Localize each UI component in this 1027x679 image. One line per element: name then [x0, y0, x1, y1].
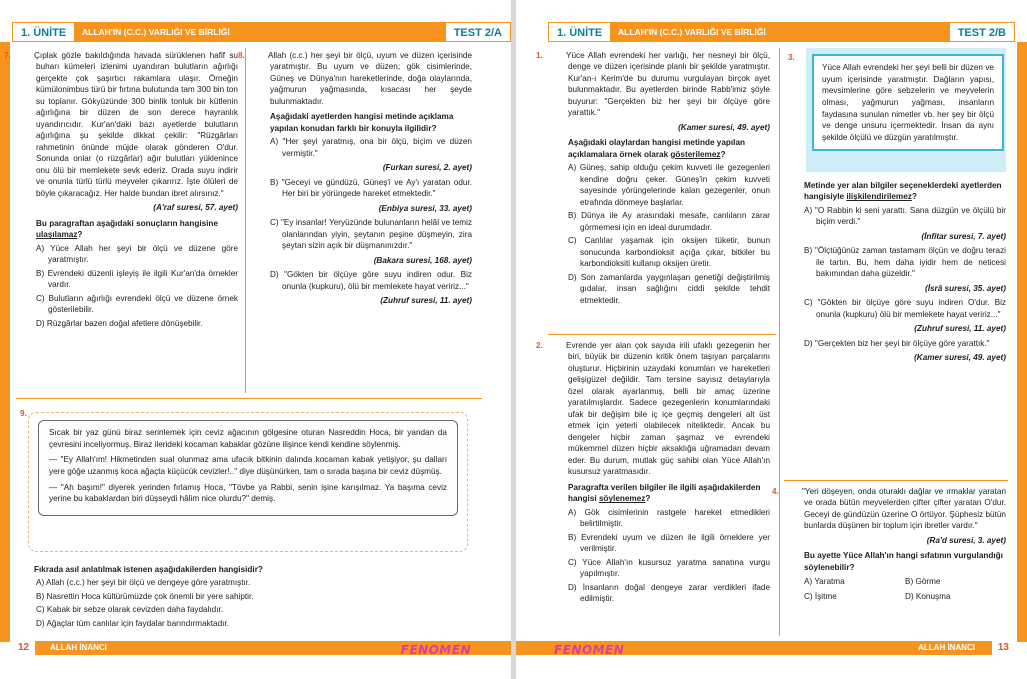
section-divider: [548, 334, 776, 335]
question-3: [788, 176, 1006, 367]
source-citation: (Ra'd suresi, 3. ayet): [926, 535, 1006, 545]
question-4: [772, 486, 1006, 602]
source-citation: (Kamer suresi, 49. ayet): [678, 122, 770, 132]
question-stem: Bu paragraftan aşağıdaki sonuçların hangisine ulaşılamaz?: [36, 218, 218, 240]
option-c[interactable]: C) Kabak bir sebze olarak cevizden daha faydalıdır.: [36, 605, 224, 615]
brand-logo: FENOMEN: [400, 643, 471, 657]
story-paragraph: — "Ah başım!" diyerek yerinden fırlamış Hoca, "Tövbe ya Rabbi, senin işine karışılmaz. Ya başıma ceviz yerine bu kabaklardan biri düşseydi hâlim nice olurdu?" demiş.: [49, 482, 447, 504]
source-citation: (A'raf suresi, 57. ayet): [153, 203, 238, 213]
option-d[interactable]: D) "Gerçekten biz her şeyi bir ölçüye göre yarattık.": [804, 338, 990, 348]
option-a[interactable]: A) Gök cisimlerinin rastgele hareket etmedikleri belirtilmiştir.: [568, 507, 770, 529]
question-8: [238, 50, 472, 310]
option-d[interactable]: D) Rüzgârlar bazen doğal afetlere dönüşebilir.: [36, 318, 203, 328]
option-a[interactable]: A) Yüce Allah her şeyi bir ölçü ve düzene göre yaratmıştır.: [36, 243, 238, 265]
info-box: Yüce Allah evrendeki her şeyi belli bir düzen ve uyum içerisinde yaratmıştır. Dağların yapısı, mevsimlerine göre sebzelerin ve meyvelerin olması, yağmurun yağması, insanların faydasına sunulan nimetler vb. her şey bir ölçü ve denge unsuru içermektedir. İnsan da aynı şekilde ölçülü ve düzgün yaratılmıştır.: [812, 54, 1004, 151]
question-number: 1.: [536, 51, 543, 60]
test-label: TEST 2/B: [949, 22, 1015, 42]
option-b[interactable]: B) Dünya ile Ay arasındaki mesafe, canlıların zarar görmemesi için en ideal durumdadır.: [568, 211, 770, 232]
header-title: ALLAH'IN (C.C.) VARLIĞI VE BİRLİĞİ: [82, 27, 230, 37]
section-divider: [784, 480, 1008, 481]
footer-title: ALLAH İNANCI: [50, 643, 107, 652]
question-text: Yüce Allah evrendeki her varlığı, her nesneyi bir ölçü, denge ve düzen içerisinde planlı bir şekilde yaratmıştır. Kur'an-ı Kerim'de bu durumu vurgulayan birçok ayet bulunmaktadır. Bu ayetlerden birinde Rabb'imiz şöyle buyurur: "Gerçekten biz her şeyi bir ölçüye göre yarattık.": [566, 51, 770, 118]
option-c[interactable]: C) "Ey insanlar! Yeryüzünde bulunanların helâl ve temiz olanlarından yiyin, şeytanın peşine düşmeyin, zira şeytan sizin açık bir düşmanınızdır.": [270, 218, 472, 251]
test-label: TEST 2/A: [445, 22, 511, 42]
option-d[interactable]: D) İnsanların doğal dengeye zarar verdikleri ifade edilmiştir.: [568, 582, 770, 604]
option-b[interactable]: B) Evrendeki uyum ve düzen ile ilgili örneklere yer verilmiştir.: [568, 532, 770, 554]
source-citation: (Bakara suresi, 168. ayet): [373, 255, 472, 265]
question-number: 7.: [4, 51, 11, 60]
source-citation: (Zuhruf suresi, 11. ayet): [380, 296, 472, 306]
option-c[interactable]: C) Yüce Allah'ın kusursuz yaratma sanatına vurgu yapılmıştır.: [568, 557, 770, 579]
question-text: Evrende yer alan çok sayıda irili ufaklı gezegenin her biri, büyük bir düzenin kritik önem taşıyan parçalarını oluşturur. Hiçbirinin uzaydaki konumları ve hareketleri gelişigüzel değildir. Tam tersine sayısız detaylarıyla özel olarak ayarlanmış, belli bir amaç üzerine yaratılmışlardır. Sadece gezegenlerin konumlarındaki ufak bir değişim bile iç içe geçmiş dengeleri alt üst etmek için yeterli olabilecek niteliktedir. Ancak bu dengeler hiçbir zaman şaşmaz ve evrendeki mükemmel düzen hiçbir aksaklığa uğramadan devam eder. Bu durum, mutlak güç sahibi olan Yüce Allah'ın kusursuz yaratmasıdır.: [566, 341, 770, 477]
option-c[interactable]: C) İşitme: [804, 591, 837, 601]
option-c[interactable]: C) "Gökten bir ölçüye göre suyu indiren O'dur. Biz onunla (kupkuru) ölü bir memlekete hayat veririz...": [804, 298, 1006, 319]
question-9: [20, 560, 480, 629]
story-box: [38, 420, 458, 516]
question-number: 4.: [772, 487, 779, 496]
left-page: [0, 0, 511, 679]
unit-badge: 1. ÜNİTE: [548, 22, 611, 42]
source-citation: (Zuhruf suresi, 11. ayet): [914, 324, 1006, 334]
option-b[interactable]: B) "Ölçtüğünüz zaman tastamam ölçün ve doğru terazi ile tartın. Bu, hem daha iyidir hem de neticesi bakımından daha güzeldir.": [804, 246, 1006, 279]
side-strip: [1017, 42, 1027, 642]
option-b[interactable]: B) Görme: [905, 577, 941, 587]
story-paragraph: Sıcak bir yaz günü biraz serinlemek için ceviz ağacının gölgesine oturan Nasreddin Hoca, bir yandan da çevresini inceliyormuş. Biraz ilerideki kocaman kabaklar gözüne ilişince kendi kendine söylenmiş.: [49, 428, 447, 449]
question-stem: Aşağıdaki olaylardan hangisi metinde yapılan açıklamalara örnek olarak gösterilemez?: [568, 138, 745, 159]
side-strip: [0, 42, 10, 642]
option-a[interactable]: A) "Her şeyi yaratmış, ona bir ölçü, biçim ve düzen vermiştir.": [270, 137, 472, 158]
source-citation: (İnfitar suresi, 7. ayet): [921, 231, 1006, 241]
question-text: Çıplak gözle bakıldığında havada sürüklenen hafif su buharı kümeleri izlenimi uyandıran bulutların ağırlığı gerçekte çok şaşırtıcı rakamlara ulaşır. Örneğin kümülonimbus türü bir fırtına bulutunda tam 300 bin ton su toplanır. Gökyüzünde 300 binlik tonluk bir kütlenin ağırlığına bir düzen de son derece hayranlık uyandırıcıdır. Kur'an'daki bazı ayetlerde bulutların ağırlığına şu şekilde dikkat çekilir: "Rüzgârları rahmetinin önünde müjde olarak gönderen O'dur. Sonunda onlar (o rüzgârlar) ağır bulutları yüklenince onu ölü bir memlekete sevk ederiz. Orada suyu indirir ve onunla türlü türlü meyveler çıkarırız. İşte ölüleri de böyle çıkaracağız. Her halde bundan ibret alırsınız.": [34, 51, 238, 198]
question-2: [536, 340, 770, 605]
brand-logo: FENOMEN: [554, 643, 625, 657]
option-d[interactable]: D) Konuşma: [905, 591, 951, 601]
option-a[interactable]: A) "O Rabbin ki seni yarattı. Sana düzgün ve ölçülü bir biçim verdi.": [804, 205, 1006, 227]
column-divider: [245, 48, 246, 393]
option-d[interactable]: D) Ağaçlar tüm canlılar için faydalar barındırmaktadır.: [36, 618, 229, 628]
unit-badge: 1. ÜNİTE: [12, 22, 75, 42]
option-d[interactable]: D) "Gökten bir ölçüye göre suyu indiren odur. Biz onunla (kupkuru), ölü bir memlekete hayat veririz...": [270, 270, 472, 291]
page-header: [12, 22, 511, 42]
section-divider: [16, 398, 482, 399]
option-c[interactable]: C) Canlılar yaşamak için oksijen tüketir, bunun sonucunda karbondioksit açığa çıkar, bitkiler bu karbondioksiti kullanıp oksijen üretir.: [568, 236, 770, 269]
question-7: [4, 50, 238, 329]
source-citation: (Enbiya suresi, 33. ayet): [378, 203, 472, 213]
question-1: [536, 50, 770, 306]
option-b[interactable]: B) Evrendeki düzenli işleyiş ile ilgili Kur'an'da örnekler vardır.: [36, 268, 238, 290]
option-a[interactable]: A) Yaratma: [804, 577, 845, 587]
header-title: ALLAH'IN (C.C.) VARLIĞI VE BİRLİĞİ: [618, 27, 766, 37]
question-number: 8.: [238, 51, 245, 60]
question-text: Allah (c.c.) her şeyi bir ölçü, uyum ve düzen içerisinde yaratmıştır. Bu uyum ve düzen; gök cisimlerinde, Güneş ve Dünya'nın hareketlerinde, doğa olaylarında, yağmurun yağmasında, kısacası her şeyde bulunmaktadır.: [268, 51, 472, 106]
question-3-number: 3.: [788, 53, 795, 62]
option-b[interactable]: B) "Geceyi ve gündüzü, Güneş'i ve Ay'ı yaratan odur. Her biri bir yörüngede hareket etmektedir.": [270, 177, 472, 199]
question-9-number: 9.: [20, 409, 27, 418]
option-b[interactable]: B) Nasrettin Hoca kültürümüzde çok önemli bir yere sahiptir.: [36, 591, 254, 601]
question-text: "Yeri döşeyen, onda oturaklı dağlar ve ırmaklar yaratan ve orada bütün meyvelerden çifter çifter yaratan O'dur. Geceyi de gündüzün üzerine O örtüyor. Şüphesiz bütün bunlarda düşünen bir toplum için ibretler vardır.": [802, 487, 1006, 531]
source-citation: (Furkan suresi, 2. ayet): [382, 163, 472, 173]
source-citation: (İsrâ suresi, 35. ayet): [924, 283, 1006, 293]
option-a[interactable]: A) Allah (c.c.) her şeyi bir ölçü ve dengeye göre yaratmıştır.: [36, 578, 251, 588]
page-number: 12: [12, 641, 37, 655]
page-header: [548, 22, 1015, 42]
option-c[interactable]: C) Bulutların ağırlığı evrendeki ölçü ve düzene örnek gösterilebilir.: [36, 293, 238, 315]
question-stem: Fıkrada asıl anlatılmak istenen aşağıdakilerden hangisidir?: [34, 565, 263, 574]
question-stem: Aşağıdaki ayetlerden hangisi metinde açıklama yapılan konudan farklı bir konuyla ilgilidir?: [270, 112, 454, 133]
footer-title: ALLAH İNANCI: [918, 643, 975, 652]
right-page: [516, 0, 1027, 679]
page-number: 13: [990, 641, 1015, 655]
option-a[interactable]: A) Güneş, sahip olduğu çekim kuvveti ile gezegenleri kendine doğru çeker. Güneş'in çekim kuvveti sayesinde yörüngelerinde kalan gezegenler, onun etrafında dönmeye başlarlar.: [568, 163, 770, 207]
question-stem: Paragrafta verilen bilgiler ile ilgili aşağıdakilerden hangisi söylenemez?: [568, 482, 761, 504]
question-stem: Metinde yer alan bilgiler seçeneklerdeki ayetlerden hangisiyle ilişkilendirilemez?: [804, 181, 1002, 202]
column-divider: [779, 48, 780, 636]
source-citation: (Kamer suresi, 49. ayet): [914, 353, 1006, 363]
question-number: 2.: [536, 341, 543, 350]
question-stem: Bu ayette Yüce Allah'ın hangi sıfatının vurgulandığı söylenebilir?: [804, 551, 1003, 572]
option-d[interactable]: D) Son zamanlarda yaygınlaşan genetiği değiştirilmiş gıdalar, insan sağlığını ciddi şekilde tehdit etmektedir.: [568, 272, 770, 305]
story-paragraph: — "Ey Allah'ım! Hikmetinden sual olunmaz ama ufacık bitkinin dalında kocaman kabak yetişiyor, şu dalları yere göğe uzanmış koca ağaçta küçücük cevizler!.." diye düşünürken, tam o sırada başına bir ceviz düşmüş.: [49, 455, 447, 476]
